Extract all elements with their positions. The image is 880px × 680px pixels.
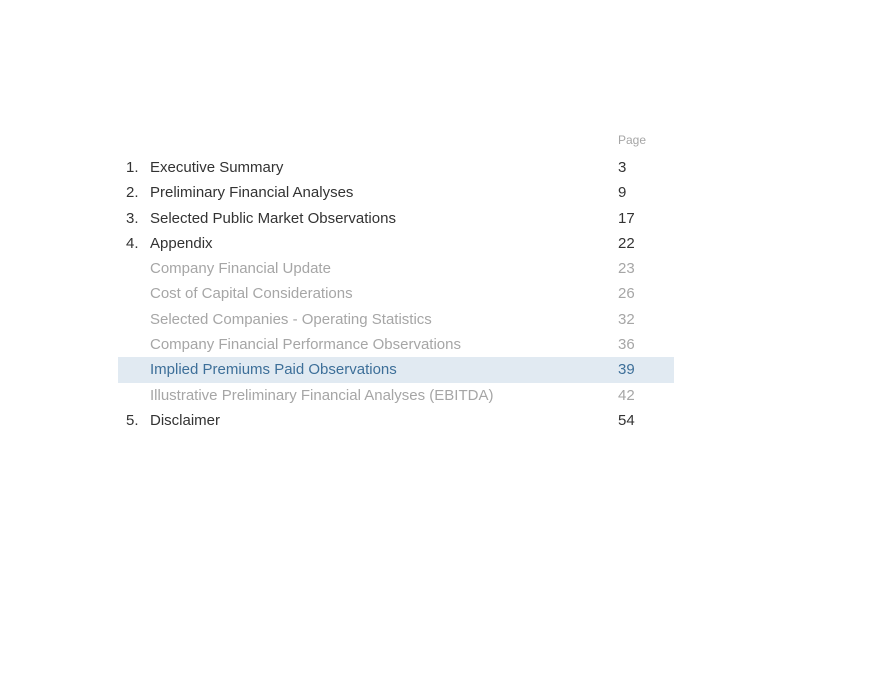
- toc-item-page: 42: [618, 386, 635, 404]
- toc-item-title: Selected Public Market Observations: [150, 209, 396, 227]
- toc-list: [118, 155, 674, 433]
- toc-item-page: 32: [618, 310, 635, 328]
- toc-item-title: Disclaimer: [150, 411, 221, 429]
- toc-item-title: Selected Companies - Operating Statistics: [150, 310, 432, 328]
- toc-item-number: 3.: [126, 209, 139, 227]
- toc-item-page: 22: [618, 234, 635, 252]
- toc-item-title: Executive Summary: [150, 159, 284, 176]
- toc-item-page: 17: [618, 209, 635, 227]
- toc-subitem-company-financial-performance[interactable]: [118, 332, 674, 357]
- toc-item-disclaimer[interactable]: [118, 408, 674, 433]
- toc-item-page: 39: [618, 361, 635, 379]
- toc-subitem-implied-premiums-paid-current[interactable]: [118, 357, 674, 382]
- toc-item-title: Company Financial Performance Observations: [150, 336, 461, 354]
- toc-item-page: 54: [618, 411, 635, 429]
- toc-subitem-cost-of-capital[interactable]: [118, 281, 674, 306]
- toc-item-number: 4.: [126, 234, 139, 252]
- toc-item-title: Cost of Capital Considerations: [150, 285, 353, 303]
- toc-item-title: Implied Premiums Paid Observations: [150, 361, 397, 379]
- page-column-header: Page: [618, 133, 647, 147]
- toc-item-page: 3: [618, 159, 627, 176]
- toc-item-page: 26: [618, 285, 635, 303]
- toc-item-page: 9: [618, 184, 627, 202]
- toc-item-number: 5.: [126, 411, 139, 429]
- toc-item-number: 2.: [126, 184, 139, 202]
- toc-item-title: Illustrative Preliminary Financial Analyses (EBITDA): [150, 386, 494, 404]
- toc-subitem-illustrative-preliminary-ebitda[interactable]: [118, 383, 674, 408]
- toc-item-preliminary-financial-analyses[interactable]: [118, 180, 674, 205]
- toc-item-page: 36: [618, 336, 635, 354]
- toc-item-title: Appendix: [150, 234, 213, 252]
- toc-subitem-company-financial-update[interactable]: [118, 256, 674, 281]
- toc-item-appendix[interactable]: [118, 231, 674, 256]
- toc-item-executive-summary[interactable]: [118, 155, 674, 180]
- toc-subitem-selected-companies-operating-statistics[interactable]: [118, 307, 674, 332]
- toc-item-number: 1.: [126, 159, 139, 176]
- toc-item-page: 23: [618, 260, 635, 278]
- toc-item-selected-public-market-observations[interactable]: [118, 206, 674, 231]
- toc-item-title: Preliminary Financial Analyses: [150, 184, 354, 202]
- toc-item-title: Company Financial Update: [150, 260, 331, 278]
